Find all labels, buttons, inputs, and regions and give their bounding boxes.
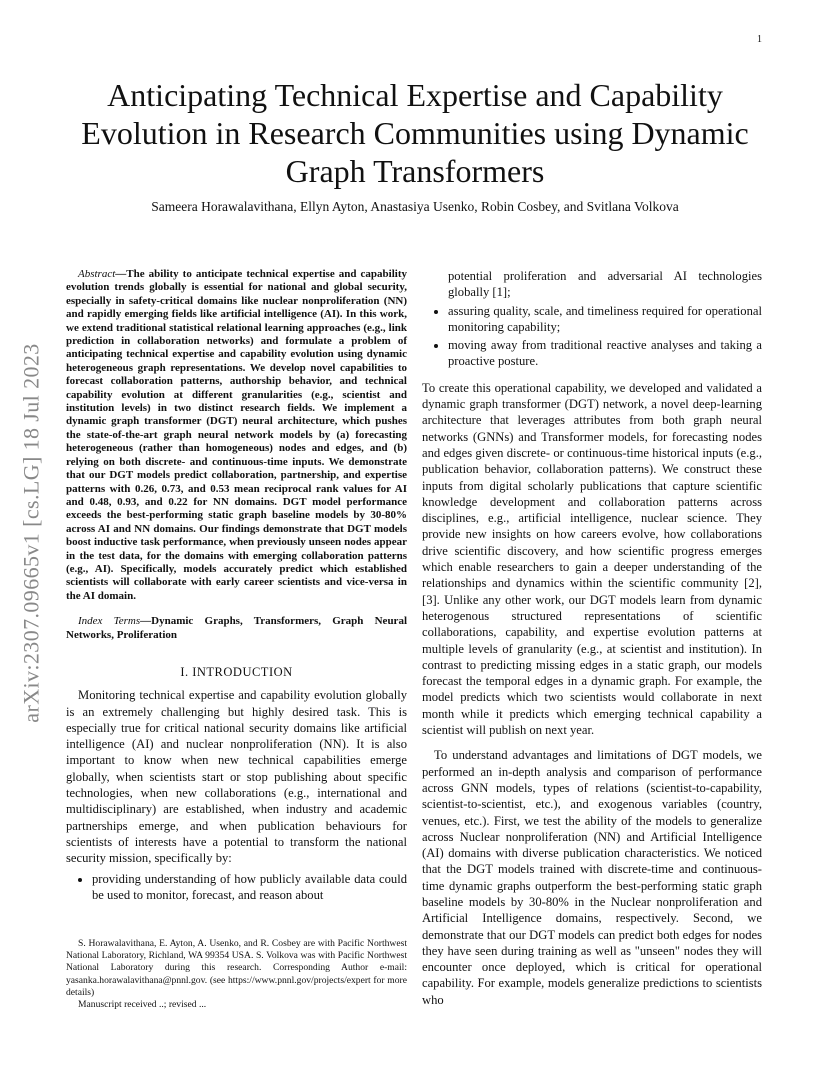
bullet-continuation: potential proliferation and adversarial AI technologies globally [1]; — [448, 269, 762, 300]
abstract-text: —The ability to anticipate technical expertise and capability evolution trends globally is essential for national and global security, especially in safety-critical domains like nuclear nonproliferation (NN) and rapidly emerging fields like artificial intelligence (AI). In this work, we extend traditional statistical relational learning approaches (e.g., link prediction in collaboration networks) and formulate a problem of anticipating technical expertise and capability evolution using dynamic heterogeneous graph representations. We develop novel capabilities to forecast collaboration patterns, authorship behavior, and technical capability evolution at different granularities (e.g., scientist and institution levels) in two distinct research fields. We implement a dynamic graph transformer (DGT) neural architecture, which pushes the state-of-the-art graph neural network models by (a) forecasting heterogeneous (rather than homogeneous) nodes and edges, and (b) relying on both discrete- and continuous-time inputs. We demonstrate that our DGT models predict collaboration, partnership, and expertise patterns with 0.26, 0.73, and 0.53 mean reciprocal rank values for AI and 0.48, 0.93, and 0.22 for NN domains. DGT model performance exceeds the best-performing static graph baseline models by 30-80% across AI and NN domains. Our findings demonstrate that DGT models boost inductive task performance, when previously unseen nodes appear in the test data, for the domains with emerging collaboration patterns (e.g., AI). Specifically, models accurately predict which established scientists will collaborate with early career scientists and vice-versa in the AI domain. — [66, 268, 407, 602]
arxiv-identifier: arXiv:2307.09665v1 [cs.LG] 18 Jul 2023 — [19, 343, 45, 723]
abstract — [66, 268, 407, 603]
left-column — [66, 268, 407, 905]
arxiv-stamp — [16, 278, 48, 788]
bullet-item: • providing understanding of how publicly available data could be used to monitor, forecast, and reason about — [92, 871, 407, 904]
page-number: 1 — [757, 34, 762, 45]
intro-paragraph: Monitoring technical expertise and capability evolution globally is an extremely challenging but highly desired task. This is especially true for critical national security domains like artificial intelligence (AI) and nuclear nonproliferation (NN). It is also important to know when new technical capabilities emerge globally, when scientists start or stop publishing about specific technologies, when new collaborations (e.g., international and multidisciplinary) are established, when industry and academic partnerships emerge, and when publication behaviours for scientists of interests have a potential to transform the national security mission, specifically by: — [66, 688, 407, 866]
bullet-item: • moving away from traditional reactive analyses and taking a proactive posture. — [448, 337, 762, 370]
bullet-item: • assuring quality, scale, and timeliness required for operational monitoring capability; — [448, 303, 762, 336]
body-paragraph: To understand advantages and limitations of DGT models, we performed an in-depth analysis and comparison of performance across GNN models, types of relations (scientist-to-capability, scientist-to-scientist, etc.), and exogenous variables (country, venues, etc.). First, we test the ability of the models to generalize across Nuclear nonproliferation (NN) and Artificial Intelligence (AI) domains with diverse publication characteristics. We noticed that the DGT models trained with discrete-time and continuous-time dynamic graphs outperform the best-performing static graph baseline models by 30-80% in the Nuclear nonproliferation and Artificial Intelligence domains, respectively. Second, we demonstrate that our DGT models can predict both edges for nodes they have seen during training as well as "unseen" nodes they will encounter once deployed, which is critical for operational capability. For example, models generalize predictions to scientists who — [422, 748, 762, 1007]
body-paragraph: To create this operational capability, we developed and validated a dynamic graph transformer (DGT) network, a novel deep-learning architecture that leverages attributes from both graph neural networks (GNNs) and Transformer models, for forecasting nodes and edges given discrete- or continuous-time historical inputs (e.g., publication behavior, collaboration patterns). We construct these inputs from digital scholarly publications that capture scientific knowledge development and collaboration patterns across disciplines, e.g., artificial intelligence, nuclear science. They provide new insights on how careers evolve, how collaborations drive scientific discovery, and how scientific progress emerges which enable researchers to gain a deeper understanding of the relationships and dynamics within the scientific community [2], [3]. Unlike any other work, our DGT models learn from dynamic heterogenous structured representations of scientific collaborations, capability, and expertise evolution patterns at multiple levels of granularity (e.g., at scientist and institution). In contrast to predicting missing edges in a static graph, our models forecast the temporal edges in a dynamic graph. For example, the model predicts which two scientists would collaborate in next month while it predicts which emerging technical capability a scientist will publish on next year. — [422, 380, 762, 738]
index-terms-text: —Dynamic Graphs, Transformers, Graph Neural Networks, Proliferation — [66, 615, 407, 641]
section-heading: I. INTRODUCTION — [180, 664, 293, 679]
right-column — [422, 268, 762, 1008]
index-terms — [66, 615, 407, 642]
author-list: Sameera Horawalavithana, Ellyn Ayton, Anastasiya Usenko, Robin Cosbey, and Svitlana Volkova — [151, 199, 679, 214]
paper-title: Anticipating Technical Expertise and Capability Evolution in Research Communities using Dynamic Graph Transformers — [81, 77, 749, 189]
right-bullet-list — [422, 303, 762, 370]
footnote — [66, 938, 407, 1011]
affiliation-note: S. Horawalavithana, E. Ayton, A. Usenko, and R. Cosbey are with Pacific Northwest National Laboratory, Richland, WA 99354 USA. S. Volkova was with Pacific Northwest National Laboratory during this research. Corresponding Author e-mail: yasanka.horawalavithana@pnnl.gov. (see https://www.pnnl.gov/projects/expert for more details) — [66, 938, 407, 998]
intro-bullet-list — [66, 871, 407, 904]
abstract-lead: Abstract — [78, 268, 116, 280]
index-terms-lead: Index Terms — [78, 615, 141, 628]
manuscript-note: Manuscript received ..; revised ... — [78, 999, 207, 1011]
